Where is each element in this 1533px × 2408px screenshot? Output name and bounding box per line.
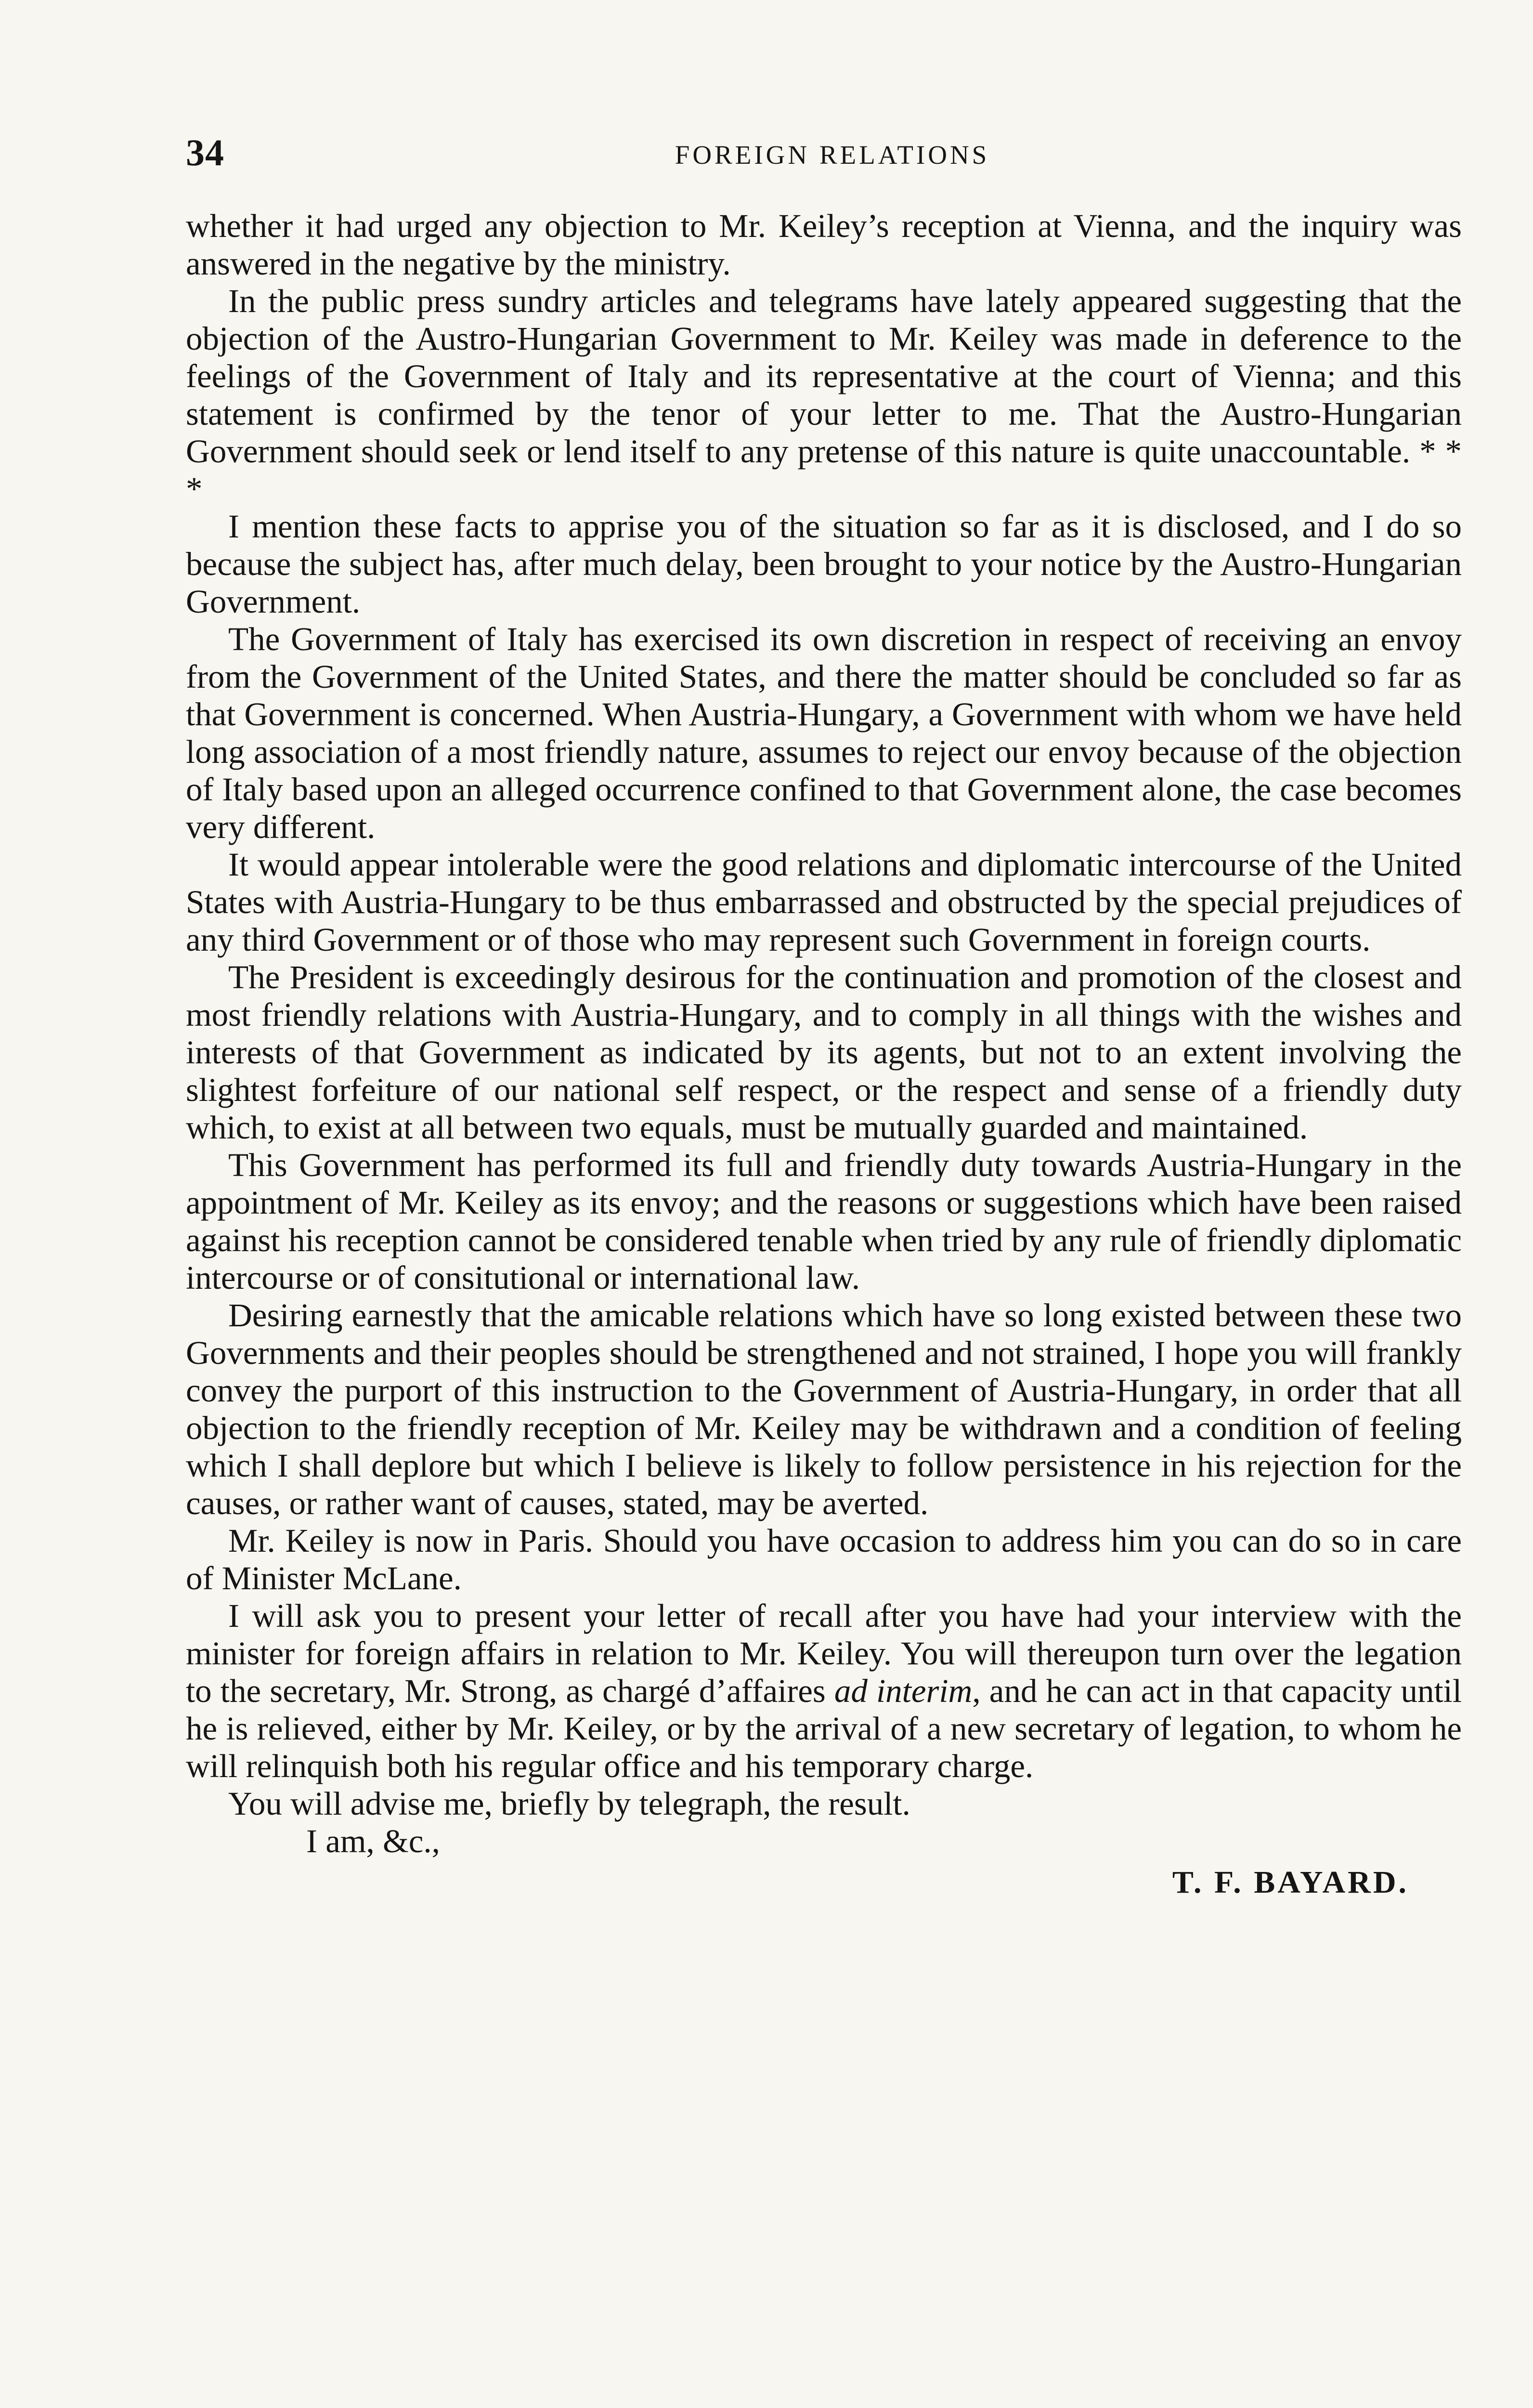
paragraph-5: It would appear intolerable were the good relations and diplomatic intercourse of the United States with Austria-Hungary to be thus embarrassed and obstructed by the special prejudices of any third Government or of those who may represent such Government in foreign courts. bbox=[186, 846, 1462, 958]
paragraph-9: Mr. Keiley is now in Paris. Should you have occasion to address him you can do so in care of Minister McLane. bbox=[186, 1522, 1462, 1597]
paragraph-10-text-before-italic: I will ask you to present your letter of recall after you have had your interview with the minister for foreign affairs in relation to Mr. Keiley. You will thereupon turn over the legation to the secretary, Mr. Strong, as chargé d’affaires bbox=[186, 1597, 1462, 1709]
letter-body bbox=[186, 207, 1462, 2326]
letter-closing: I am, &c., bbox=[306, 1823, 440, 1859]
paragraph-10 bbox=[186, 1597, 1462, 1785]
signature: T. F. BAYARD. bbox=[1172, 1865, 1409, 1900]
paragraph-11: You will advise me, briefly by telegraph, the result. bbox=[228, 1785, 910, 1822]
paragraph-8: Desiring earnestly that the amicable relations which have so long existed between these two Governments and their peoples should be strengthened and not strained, I hope you will frankly convey the purport of this instruction to the Government of Austria-Hungary, in order that all objection to the friendly reception of Mr. Keiley may be withdrawn and a condition of feeling which I shall deplore but which I believe is likely to follow persistence in his rejection for the causes, or rather want of causes, stated, may be averted. bbox=[186, 1297, 1462, 1521]
paragraph-2: In the public press sundry articles and telegrams have lately appeared suggesting that the objection of the Austro-Hungarian Government to Mr. Keiley was made in deference to the feelings of the Government of Italy and its representative at the court of Vienna; and this statement is confirmed by the tenor of your letter to me. That the Austro-Hungarian Government should seek or lend itself to any pretense of this nature is quite unaccountable. * * * bbox=[186, 283, 1462, 507]
paragraph-7: This Government has performed its full and friendly duty towards Austria-Hungary in the appointment of Mr. Keiley as its envoy; and the reasons or suggestions which have been raised against his reception cannot be considered tenable when tried by any rule of friendly diplomatic intercourse or of consitutional or international law. bbox=[186, 1147, 1462, 1296]
page-header bbox=[186, 131, 1462, 174]
running-title: FOREIGN RELATIONS bbox=[675, 140, 990, 170]
paragraph-10-text-after-italic: , and he can act in that capacity until he is relieved, either by Mr. Keiley, or by the arrival of a new secretary of legation, to whom he will relinquish both his regular office and his temporary charge. bbox=[186, 1673, 1462, 1784]
page-number: 34 bbox=[186, 131, 224, 173]
paragraph-4: The Government of Italy has exercised its own discretion in respect of receiving an envoy from the Government of the United States, and there the matter should be concluded so far as that Government is concerned. When Austria-Hungary, a Government with whom we have held long association of a most friendly nature, assumes to reject our envoy because of the objection of Italy based upon an alleged occurrence confined to that Government alone, the case becomes very different. bbox=[186, 621, 1462, 845]
paragraph-6: The President is exceedingly desirous for the continuation and promotion of the closest and most friendly relations with Austria-Hungary, and to comply in all things with the wishes and interests of that Government as indicated by its agents, but not to an extent involving the slightest forfeiture of our national self respect, or the respect and sense of a friendly duty which, to exist at all between two equals, must be mutually guarded and maintained. bbox=[186, 959, 1462, 1146]
italic-phrase: ad interim bbox=[834, 1673, 973, 1709]
paragraph-3: I mention these facts to apprise you of the situation so far as it is disclosed, and I do so because the subject has, after much delay, been brought to your notice by the Austro-Hungarian Government. bbox=[186, 508, 1462, 620]
paragraph-1: whether it had urged any objection to Mr. Keiley’s reception at Vienna, and the inquiry was answered in the negative by the ministry. bbox=[186, 208, 1462, 282]
